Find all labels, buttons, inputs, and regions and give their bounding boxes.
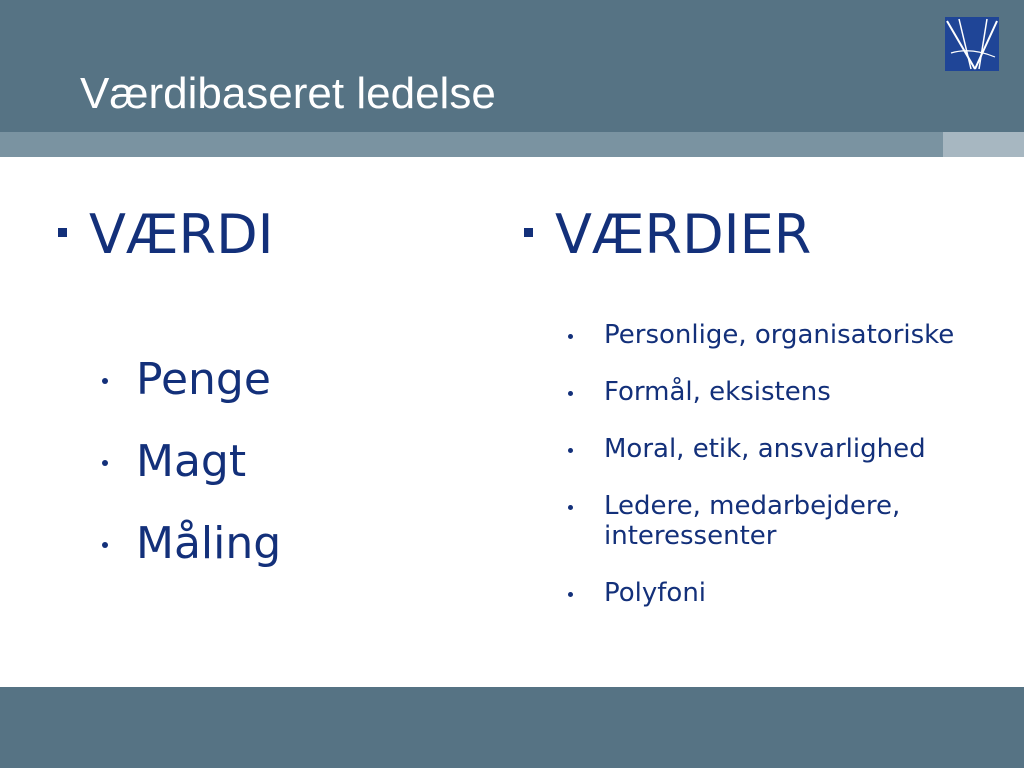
bullet-dot-icon (102, 542, 108, 548)
list-item (568, 578, 1004, 608)
left-list (102, 354, 281, 600)
list-item-text: Polyfoni (604, 578, 707, 608)
bullet-dot-icon (568, 334, 573, 339)
square-bullet-icon (524, 228, 533, 237)
list-item-text: Magt (136, 436, 247, 487)
list-item (102, 436, 281, 518)
list-item (568, 491, 934, 551)
list-item (568, 434, 1004, 464)
bullet-dot-icon (568, 448, 573, 453)
right-heading (524, 203, 811, 267)
bullet-dot-icon (102, 460, 108, 466)
list-item (568, 377, 1004, 407)
list-item (102, 354, 281, 436)
list-item-text: Moral, etik, ansvarlighed (604, 434, 926, 464)
list-item-text: Ledere, medarbejdere, interessenter (604, 491, 901, 551)
list-item-text: Formål, eksistens (604, 377, 831, 407)
bullet-dot-icon (568, 592, 573, 597)
list-item-text: Penge (136, 354, 271, 405)
bullet-dot-icon (568, 505, 573, 510)
university-logo-icon (945, 17, 999, 71)
bullet-dot-icon (568, 391, 573, 396)
list-item (102, 518, 281, 600)
right-heading-text: VÆRDIER (555, 203, 812, 266)
list-item-text: Personlige, organisatoriske (604, 320, 955, 350)
list-item (568, 320, 1004, 350)
slide-title: Værdibaseret ledelse (80, 69, 496, 118)
bullet-dot-icon (102, 378, 108, 384)
list-item-text: Måling (136, 518, 282, 569)
left-heading (58, 203, 274, 267)
accent-band-end (943, 132, 1024, 157)
left-heading-text: VÆRDI (89, 203, 274, 266)
logo-graphic (945, 17, 999, 71)
accent-band (0, 132, 943, 157)
footer-bar (0, 687, 1024, 768)
square-bullet-icon (58, 228, 67, 237)
right-list (568, 320, 1004, 635)
